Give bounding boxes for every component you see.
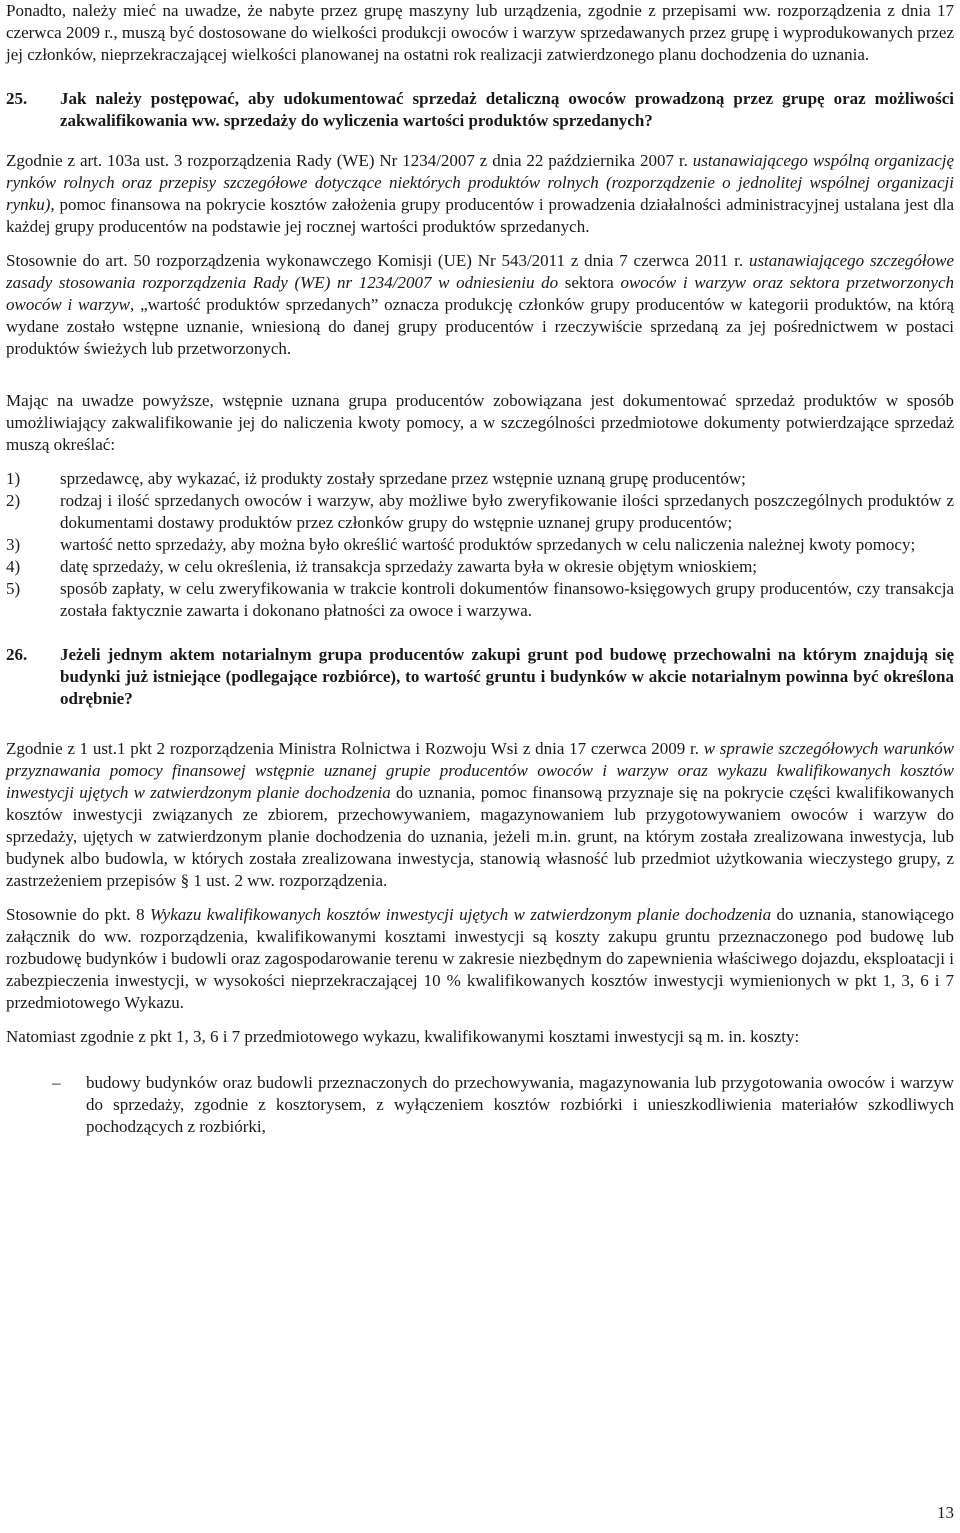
- list-item-number: 2): [6, 491, 21, 510]
- text-run: Stosownie do art. 50 rozporządzenia wykonawczego Komisji (UE) Nr 543/2011 z dnia 7 czerwca 2011 r.: [6, 251, 749, 270]
- list-item: [6, 578, 954, 622]
- text-run: Zgodnie z 1 ust.1 pkt 2 rozporządzenia Ministra Rolnictwa i Rozwoju Wsi z dnia 17 czerwca 2009 r.: [6, 739, 704, 758]
- answer-25-paragraph-2: [6, 250, 954, 360]
- italic-run: w sprawie szczegółowych warunków przyznawania pomocy finansowej wstępnie uznanej grupie producentów owoców i warzyw oraz wykazu kwalifikowanych kosztów inwestycji ujętych w zatwierdzonym planie dochodzenia: [6, 739, 955, 802]
- dash-list-item-text: budowy budynków oraz budowli przeznaczonych do przechowywania, magazynowania lub przygotowania owoców i warzyw do sprzedaży, zgodnie z kosztorysem, z wyłączeniem kosztów rozbiórki i unieszkodliwienia materiałów szkodliwych pochodzących z rozbiórki,: [86, 1073, 954, 1136]
- list-item-text: sprzedawcę, aby wykazać, iż produkty zostały sprzedane przez wstępnie uznaną grupę producentów;: [60, 469, 746, 488]
- italic-run: ustanawiającego wspólną organizację rynków rolnych oraz przepisy szczegółowe dotyczące niektórych produktów rolnych (rozporządzenie o jednolitej wspólnej organizacji rynku),: [6, 151, 955, 214]
- question-number: 25.: [6, 89, 28, 108]
- question-number: 26.: [6, 645, 28, 664]
- list-item-text: sposób zapłaty, w celu zweryfikowania w trakcie kontroli dokumentów finansowo-księgowych grupy producentów, czy transakcja została faktycznie zawarta i dokonano płatności za owoce i warzywa.: [60, 579, 954, 620]
- answer-26-paragraph-1: [6, 738, 954, 892]
- list-item-text: rodzaj i ilość sprzedanych owoców i warzyw, aby możliwe było zweryfikowanie ilości sprzedanych poszczególnych produktów z dokumentami dostawy produktów przez członków grupy do wstępnie uznanej grupy producentów;: [60, 491, 954, 532]
- answer-25-paragraph-3: Mając na uwadze powyższe, wstępnie uznana grupa producentów zobowiązana jest dokumentować sprzedaż produktów w sposób umożliwiający zakwalifikowanie jej do naliczenia kwoty pomocy, a w szczególności przedmiotowe dokumenty potwierdzające sprzedaż muszą określać:: [6, 391, 954, 454]
- question-25: [6, 88, 954, 132]
- list-item-number: 1): [6, 469, 21, 488]
- list-item-text: wartość netto sprzedaży, aby można było określić wartość produktów sprzedanych w celu naliczenia należnej kwoty pomocy;: [60, 535, 916, 554]
- text-run: Zgodnie z art. 103a ust. 3 rozporządzenia Rady (WE) Nr 1234/2007 z dnia 22 października 2007 r.: [6, 151, 693, 170]
- list-item-text: datę sprzedaży, w celu określenia, iż transakcja sprzedaży zawarta była w okresie objętym wnioskiem;: [60, 557, 758, 576]
- text-run: , „wartość produktów sprzedanych” oznacza produkcję członków grupy producentów w kategorii produktów, na którą wydane zostało wstępne uznanie, wniesioną do danej grupy producentów i rzeczywiście sprzedaną za jej pośrednictwem w postaci produktów świeżych lub przetworzonych.: [6, 295, 954, 358]
- question-text: Jak należy postępować, aby udokumentować sprzedaż detaliczną owoców prowadzoną przez grupę oraz możliwości zakwalifikowania ww. sprzedaży do wyliczenia wartości produktów sprzedanych?: [60, 89, 954, 130]
- intro-paragraph: Ponadto, należy mieć na uwadze, że nabyte przez grupę maszyny lub urządzenia, zgodnie z przepisami ww. rozporządzenia z dnia 17 czerwca 2009 r., muszą być dostosowane do wielkości produkcji owoców i warzyw sprzedawanych przez grupę i wyprodukowanych przez jej członków, nieprzekraczającej wielkości planowanej na ostatni rok realizacji zatwierdzonego planu dochodzenia do uznania.: [6, 1, 954, 64]
- list-item: [6, 534, 954, 556]
- question-text: Jeżeli jednym aktem notarialnym grupa producentów zakupi grunt pod budowę przechowalni na którym znajdują się budynki już istniejące (podlegające rozbiórce), to wartość gruntu i budynków w akcie notarialnym powinna być określona odrębnie?: [60, 645, 954, 708]
- question-26: [6, 644, 954, 710]
- text-run: sektora: [558, 273, 621, 292]
- answer-26-paragraph-2: [6, 904, 954, 1014]
- answer-25-paragraph-1: [6, 150, 954, 238]
- text-run: do uznania, stanowiącego załącznik do ww. rozporządzenia, kwalifikowanymi kosztami inwestycji są koszty zakupu gruntu przeznaczonego pod budowę lub rozbudowę budynków i budowli oraz zagospodarowanie terenu w zakresie niezbędnym do zapewnienia właściwego dojazdu, eksploatacji i zabezpieczenia inwestycji, w wysokości nieprzekraczającej 10 % kwalifikowanych kosztów inwestycji wymienionych w pkt 1, 3, 6 i 7 przedmiotowego Wykazu.: [6, 905, 955, 1012]
- list-item: [6, 490, 954, 534]
- list-item: [6, 556, 954, 578]
- dash-bullet: –: [52, 1073, 61, 1092]
- list-item-number: 4): [6, 557, 21, 576]
- dash-list-item: [6, 1072, 954, 1138]
- italic-run: owoców i warzyw oraz sektora przetworzonych owoców i warzyw: [6, 273, 954, 314]
- requirements-list: [6, 468, 954, 622]
- text-run: do uznania, pomoc finansową przyznaje się na pokrycie części kwalifikowanych kosztów inwestycji związanych ze zbiorem, przechowywaniem, magazynowaniem lub przygotowywaniem owoców i warzyw do sprzedaży, ujętych w zatwierdzonym planie dochodzenia do uznania, jeżeli m.in. grunt, na którym została zrealizowana inwestycja, lub budynek albo budowla, w których została zrealizowana inwestycja, stanowią własność lub przedmiot użytkowania wieczystego grupy, z zastrzeżeniem przepisów § 1 ust. 2 ww. rozporządzenia.: [6, 783, 954, 890]
- text-run: pomoc finansowa na pokrycie kosztów założenia grupy producentów i prowadzenia działalności administracyjnej ustalana jest dla każdej grupy producentów na podstawie jej rocznej wartości produktów sprzedanych.: [6, 195, 954, 236]
- list-item-number: 5): [6, 579, 21, 598]
- page-number: 13: [937, 1503, 954, 1522]
- italic-run: ustanawiającego szczegółowe zasady stosowania rozporządzenia Rady (WE) nr 1234/2007 w odniesieniu do: [6, 251, 954, 292]
- answer-26-paragraph-3: Natomiast zgodnie z pkt 1, 3, 6 i 7 przedmiotowego wykazu, kwalifikowanymi kosztami inwestycji są m. in. koszty:: [6, 1027, 800, 1046]
- text-run: Stosownie do pkt. 8: [6, 905, 151, 924]
- list-item: [6, 468, 954, 490]
- list-item-number: 3): [6, 535, 21, 554]
- italic-run: Wykazu kwalifikowanych kosztów inwestycji ujętych w zatwierdzonym planie dochodzenia: [150, 905, 772, 924]
